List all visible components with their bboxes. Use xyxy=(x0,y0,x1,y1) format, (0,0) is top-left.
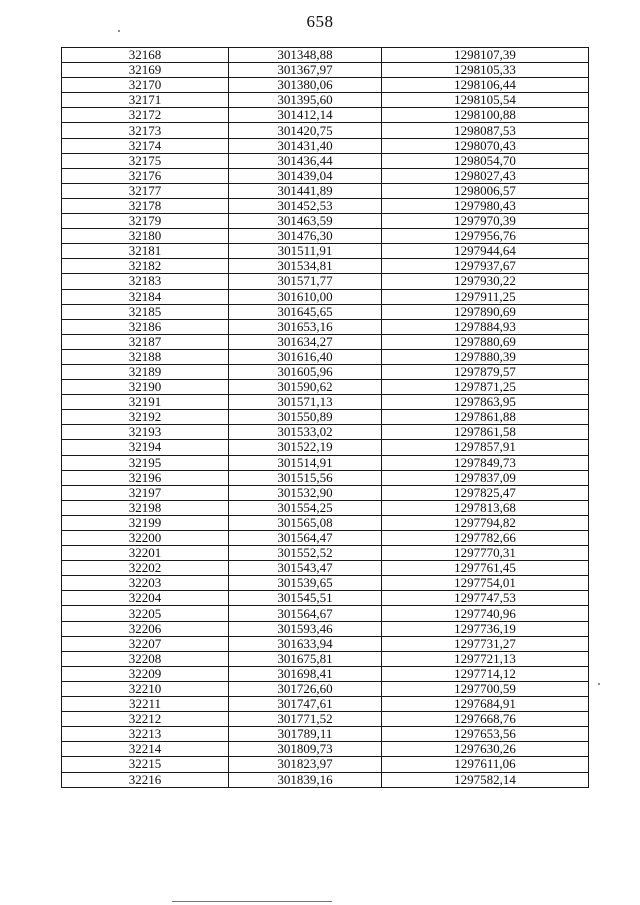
table-row xyxy=(62,319,589,334)
y-coordinate-cell: 1297700,59 xyxy=(382,681,589,696)
y-coordinate-cell: 1297837,09 xyxy=(382,470,589,485)
y-coordinate-cell: 1298100,88 xyxy=(382,108,589,123)
point-number-cell: 32171 xyxy=(62,93,229,108)
x-coordinate-cell: 301522,19 xyxy=(229,440,382,455)
x-coordinate-cell: 301789,11 xyxy=(229,727,382,742)
table-row xyxy=(62,304,589,319)
point-number-cell: 32205 xyxy=(62,606,229,621)
x-coordinate-cell: 301431,40 xyxy=(229,138,382,153)
point-number-cell: 32196 xyxy=(62,470,229,485)
y-coordinate-cell: 1297582,14 xyxy=(382,772,589,787)
table-row xyxy=(62,576,589,591)
point-number-cell: 32203 xyxy=(62,576,229,591)
y-coordinate-cell: 1297754,01 xyxy=(382,576,589,591)
y-coordinate-cell: 1297684,91 xyxy=(382,697,589,712)
x-coordinate-cell: 301439,04 xyxy=(229,168,382,183)
table-row xyxy=(62,712,589,727)
y-coordinate-cell: 1297825,47 xyxy=(382,485,589,500)
x-coordinate-cell: 301653,16 xyxy=(229,319,382,334)
y-coordinate-cell: 1297880,69 xyxy=(382,334,589,349)
point-number-cell: 32190 xyxy=(62,380,229,395)
point-number-cell: 32172 xyxy=(62,108,229,123)
table-row xyxy=(62,63,589,78)
x-coordinate-cell: 301348,88 xyxy=(229,48,382,63)
y-coordinate-cell: 1298105,54 xyxy=(382,93,589,108)
point-number-cell: 32178 xyxy=(62,198,229,213)
x-coordinate-cell: 301441,89 xyxy=(229,183,382,198)
point-number-cell: 32199 xyxy=(62,515,229,530)
y-coordinate-cell: 1298106,44 xyxy=(382,78,589,93)
point-number-cell: 32214 xyxy=(62,742,229,757)
x-coordinate-cell: 301823,97 xyxy=(229,757,382,772)
table-row xyxy=(62,274,589,289)
point-number-cell: 32187 xyxy=(62,334,229,349)
table-row xyxy=(62,455,589,470)
table-row xyxy=(62,651,589,666)
x-coordinate-cell: 301550,89 xyxy=(229,410,382,425)
table-row xyxy=(62,742,589,757)
x-coordinate-cell: 301610,00 xyxy=(229,289,382,304)
point-number-cell: 32176 xyxy=(62,168,229,183)
y-coordinate-cell: 1297731,27 xyxy=(382,636,589,651)
x-coordinate-cell: 301645,65 xyxy=(229,304,382,319)
y-coordinate-cell: 1298087,53 xyxy=(382,123,589,138)
table-row xyxy=(62,485,589,500)
y-coordinate-cell: 1297930,22 xyxy=(382,274,589,289)
x-coordinate-cell: 301616,40 xyxy=(229,349,382,364)
table-row xyxy=(62,531,589,546)
y-coordinate-cell: 1297714,12 xyxy=(382,666,589,681)
x-coordinate-cell: 301532,90 xyxy=(229,485,382,500)
table-row xyxy=(62,198,589,213)
table-row xyxy=(62,425,589,440)
coordinates-table-body xyxy=(62,48,589,788)
table-row xyxy=(62,621,589,636)
table-row xyxy=(62,364,589,379)
table-row xyxy=(62,727,589,742)
point-number-cell: 32213 xyxy=(62,727,229,742)
table-row xyxy=(62,606,589,621)
table-row xyxy=(62,259,589,274)
table-row xyxy=(62,681,589,696)
point-number-cell: 32188 xyxy=(62,349,229,364)
y-coordinate-cell: 1298107,39 xyxy=(382,48,589,63)
point-number-cell: 32216 xyxy=(62,772,229,787)
point-number-cell: 32202 xyxy=(62,561,229,576)
y-coordinate-cell: 1298027,43 xyxy=(382,168,589,183)
y-coordinate-cell: 1297668,76 xyxy=(382,712,589,727)
point-number-cell: 32184 xyxy=(62,289,229,304)
x-coordinate-cell: 301452,53 xyxy=(229,198,382,213)
x-coordinate-cell: 301380,06 xyxy=(229,78,382,93)
table-row xyxy=(62,591,589,606)
x-coordinate-cell: 301436,44 xyxy=(229,153,382,168)
point-number-cell: 32211 xyxy=(62,697,229,712)
x-coordinate-cell: 301564,67 xyxy=(229,606,382,621)
point-number-cell: 32197 xyxy=(62,485,229,500)
table-row xyxy=(62,214,589,229)
table-row xyxy=(62,168,589,183)
x-coordinate-cell: 301412,14 xyxy=(229,108,382,123)
table-row xyxy=(62,470,589,485)
point-number-cell: 32210 xyxy=(62,681,229,696)
point-number-cell: 32198 xyxy=(62,500,229,515)
x-coordinate-cell: 301590,62 xyxy=(229,380,382,395)
y-coordinate-cell: 1297611,06 xyxy=(382,757,589,772)
point-number-cell: 32179 xyxy=(62,214,229,229)
x-coordinate-cell: 301367,97 xyxy=(229,63,382,78)
y-coordinate-cell: 1297740,96 xyxy=(382,606,589,621)
table-row xyxy=(62,78,589,93)
table-row xyxy=(62,108,589,123)
table-row xyxy=(62,395,589,410)
point-number-cell: 32168 xyxy=(62,48,229,63)
point-number-cell: 32192 xyxy=(62,410,229,425)
table-row xyxy=(62,289,589,304)
scan-speck xyxy=(118,30,120,32)
table-row xyxy=(62,772,589,787)
page-number: 658 xyxy=(306,12,334,31)
x-coordinate-cell: 301571,77 xyxy=(229,274,382,289)
x-coordinate-cell: 301511,91 xyxy=(229,244,382,259)
point-number-cell: 32175 xyxy=(62,153,229,168)
x-coordinate-cell: 301543,47 xyxy=(229,561,382,576)
x-coordinate-cell: 301771,52 xyxy=(229,712,382,727)
table-row xyxy=(62,334,589,349)
y-coordinate-cell: 1297747,53 xyxy=(382,591,589,606)
y-coordinate-cell: 1298105,33 xyxy=(382,63,589,78)
x-coordinate-cell: 301514,91 xyxy=(229,455,382,470)
table-row xyxy=(62,93,589,108)
y-coordinate-cell: 1297653,56 xyxy=(382,727,589,742)
table-row xyxy=(62,757,589,772)
y-coordinate-cell: 1297770,31 xyxy=(382,546,589,561)
point-number-cell: 32169 xyxy=(62,63,229,78)
table-row xyxy=(62,229,589,244)
y-coordinate-cell: 1297980,43 xyxy=(382,198,589,213)
point-number-cell: 32201 xyxy=(62,546,229,561)
y-coordinate-cell: 1297849,73 xyxy=(382,455,589,470)
y-coordinate-cell: 1297782,66 xyxy=(382,531,589,546)
x-coordinate-cell: 301534,81 xyxy=(229,259,382,274)
x-coordinate-cell: 301564,47 xyxy=(229,531,382,546)
table-row xyxy=(62,123,589,138)
x-coordinate-cell: 301675,81 xyxy=(229,651,382,666)
y-coordinate-cell: 1297863,95 xyxy=(382,395,589,410)
x-coordinate-cell: 301515,56 xyxy=(229,470,382,485)
point-number-cell: 32206 xyxy=(62,621,229,636)
x-coordinate-cell: 301552,52 xyxy=(229,546,382,561)
y-coordinate-cell: 1297861,88 xyxy=(382,410,589,425)
x-coordinate-cell: 301533,02 xyxy=(229,425,382,440)
x-coordinate-cell: 301565,08 xyxy=(229,515,382,530)
point-number-cell: 32174 xyxy=(62,138,229,153)
y-coordinate-cell: 1297956,76 xyxy=(382,229,589,244)
y-coordinate-cell: 1297937,67 xyxy=(382,259,589,274)
table-row xyxy=(62,349,589,364)
x-coordinate-cell: 301839,16 xyxy=(229,772,382,787)
x-coordinate-cell: 301809,73 xyxy=(229,742,382,757)
point-number-cell: 32183 xyxy=(62,274,229,289)
point-number-cell: 32181 xyxy=(62,244,229,259)
x-coordinate-cell: 301539,65 xyxy=(229,576,382,591)
y-coordinate-cell: 1298006,57 xyxy=(382,183,589,198)
x-coordinate-cell: 301593,46 xyxy=(229,621,382,636)
y-coordinate-cell: 1297861,58 xyxy=(382,425,589,440)
x-coordinate-cell: 301571,13 xyxy=(229,395,382,410)
table-row xyxy=(62,666,589,681)
y-coordinate-cell: 1298070,43 xyxy=(382,138,589,153)
table-row xyxy=(62,380,589,395)
table-row xyxy=(62,697,589,712)
x-coordinate-cell: 301554,25 xyxy=(229,500,382,515)
point-number-cell: 32200 xyxy=(62,531,229,546)
x-coordinate-cell: 301605,96 xyxy=(229,364,382,379)
y-coordinate-cell: 1297911,25 xyxy=(382,289,589,304)
x-coordinate-cell: 301726,60 xyxy=(229,681,382,696)
coordinates-table xyxy=(61,47,589,788)
y-coordinate-cell: 1298054,70 xyxy=(382,153,589,168)
y-coordinate-cell: 1297857,91 xyxy=(382,440,589,455)
table-row xyxy=(62,561,589,576)
point-number-cell: 32194 xyxy=(62,440,229,455)
point-number-cell: 32207 xyxy=(62,636,229,651)
y-coordinate-cell: 1297944,64 xyxy=(382,244,589,259)
y-coordinate-cell: 1297630,26 xyxy=(382,742,589,757)
y-coordinate-cell: 1297813,68 xyxy=(382,500,589,515)
y-coordinate-cell: 1297879,57 xyxy=(382,364,589,379)
point-number-cell: 32185 xyxy=(62,304,229,319)
point-number-cell: 32186 xyxy=(62,319,229,334)
point-number-cell: 32180 xyxy=(62,229,229,244)
bottom-rule xyxy=(172,901,332,902)
x-coordinate-cell: 301476,30 xyxy=(229,229,382,244)
point-number-cell: 32212 xyxy=(62,712,229,727)
table-row xyxy=(62,410,589,425)
table-row xyxy=(62,183,589,198)
point-number-cell: 32193 xyxy=(62,425,229,440)
point-number-cell: 32195 xyxy=(62,455,229,470)
table-row xyxy=(62,546,589,561)
x-coordinate-cell: 301395,60 xyxy=(229,93,382,108)
y-coordinate-cell: 1297884,93 xyxy=(382,319,589,334)
y-coordinate-cell: 1297871,25 xyxy=(382,380,589,395)
x-coordinate-cell: 301633,94 xyxy=(229,636,382,651)
point-number-cell: 32209 xyxy=(62,666,229,681)
y-coordinate-cell: 1297794,82 xyxy=(382,515,589,530)
x-coordinate-cell: 301698,41 xyxy=(229,666,382,681)
y-coordinate-cell: 1297970,39 xyxy=(382,214,589,229)
x-coordinate-cell: 301463,59 xyxy=(229,214,382,229)
table-row xyxy=(62,244,589,259)
y-coordinate-cell: 1297890,69 xyxy=(382,304,589,319)
table-row xyxy=(62,500,589,515)
x-coordinate-cell: 301545,51 xyxy=(229,591,382,606)
y-coordinate-cell: 1297761,45 xyxy=(382,561,589,576)
x-coordinate-cell: 301747,61 xyxy=(229,697,382,712)
table-row xyxy=(62,138,589,153)
y-coordinate-cell: 1297721,13 xyxy=(382,651,589,666)
point-number-cell: 32215 xyxy=(62,757,229,772)
point-number-cell: 32170 xyxy=(62,78,229,93)
table-row xyxy=(62,153,589,168)
point-number-cell: 32189 xyxy=(62,364,229,379)
scan-speck xyxy=(598,683,600,685)
table-row xyxy=(62,440,589,455)
x-coordinate-cell: 301420,75 xyxy=(229,123,382,138)
point-number-cell: 32191 xyxy=(62,395,229,410)
table-row xyxy=(62,48,589,63)
y-coordinate-cell: 1297736,19 xyxy=(382,621,589,636)
point-number-cell: 32182 xyxy=(62,259,229,274)
point-number-cell: 32204 xyxy=(62,591,229,606)
point-number-cell: 32177 xyxy=(62,183,229,198)
point-number-cell: 32208 xyxy=(62,651,229,666)
point-number-cell: 32173 xyxy=(62,123,229,138)
y-coordinate-cell: 1297880,39 xyxy=(382,349,589,364)
table-row xyxy=(62,515,589,530)
x-coordinate-cell: 301634,27 xyxy=(229,334,382,349)
table-row xyxy=(62,636,589,651)
